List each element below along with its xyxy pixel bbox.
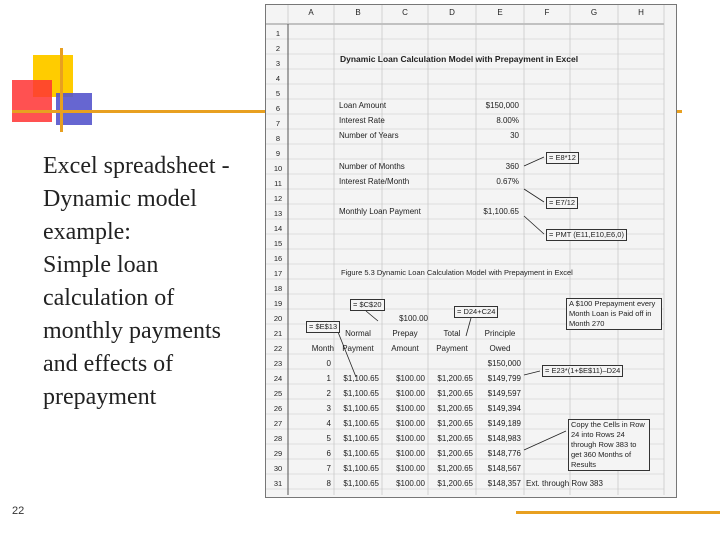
row-header: 13 [273,209,283,218]
row-header: 8 [275,134,281,143]
table-cell: $1,200.65 [437,434,473,443]
table-cell: $100.00 [396,374,425,383]
callout-prepay-note: A $100 Prepayment every Month Loan is Paid off in Month 270 [566,298,662,330]
callout-payment-ref: = $E$13 [306,321,340,333]
row-header: 3 [275,59,281,68]
table-cell: $1,200.65 [437,404,473,413]
row-header: 15 [273,239,283,248]
input-label: Interest Rate [339,116,385,125]
table-header: Total [443,329,461,338]
table-cell: $149,597 [487,389,521,398]
column-header: B [355,8,361,17]
row-header: 29 [273,449,283,458]
table-cell: $100.00 [396,434,425,443]
table-cell: $100.00 [396,479,425,488]
row-header: 12 [273,194,283,203]
table-cell: $100.00 [396,404,425,413]
input-value: $150,000 [485,101,519,110]
row-header: 10 [273,164,283,173]
table-cell: $149,799 [487,374,521,383]
connector-line [524,431,566,450]
extension-note: Ext. through Row 383 [526,479,603,488]
table-header: Owed [489,344,511,353]
table-header: Principle [484,329,516,338]
row-header: 6 [275,104,281,113]
computed-value: 0.67% [496,177,519,186]
row-header: 14 [273,224,283,233]
input-label: Loan Amount [339,101,387,110]
column-header: C [402,8,408,17]
row-header: 2 [275,44,281,53]
row-header: 30 [273,464,283,473]
column-header: H [638,8,644,17]
row-header: 18 [273,284,283,293]
table-cell: $1,200.65 [437,419,473,428]
slide-caption: Excel spreadsheet - Dynamic model example: Simple loan calculation of monthly payments and effects of prepayment [43,153,230,410]
row-header: 16 [273,254,283,263]
table-header: Normal [345,329,371,338]
row-header: 21 [273,329,283,338]
table-cell: $149,394 [487,404,521,413]
prepay-cell: $100.00 [399,314,428,323]
row-header: 24 [273,374,283,383]
table-cell: $1,100.65 [343,449,379,458]
row-header: 26 [273,404,283,413]
table-cell: $1,100.65 [343,434,379,443]
callout-rate-formula: = E7/12 [546,197,578,209]
row-header: 27 [273,419,283,428]
row-header: 20 [273,314,283,323]
computed-label: Interest Rate/Month [339,177,410,186]
callout-months-formula: = E8*12 [546,152,579,164]
input-value: 8.00% [496,116,519,125]
row-header: 9 [275,149,281,158]
table-cell: $1,100.65 [343,389,379,398]
connector-line [366,311,378,321]
column-header: F [544,8,550,17]
table-cell: 3 [326,404,331,413]
table-cell: $149,189 [487,419,521,428]
table-cell: 1 [326,374,331,383]
callout-total-formula: = D24+C24 [454,306,498,318]
table-cell: 2 [326,389,331,398]
table-header: Payment [436,344,468,353]
computed-value: 360 [505,162,519,171]
table-cell: $1,200.65 [437,389,473,398]
connector-line [524,157,544,166]
row-header: 23 [273,359,283,368]
table-cell: 0 [326,359,331,368]
input-label: Number of Years [339,131,399,140]
table-cell: $1,100.65 [343,479,379,488]
table-cell: 8 [326,479,331,488]
table-cell: $1,200.65 [437,449,473,458]
decor-bottom-line [516,511,720,514]
decor-red-square [12,80,52,122]
column-header: D [449,8,455,17]
callout-copy-note: Copy the Cells in Row 24 into Rows 24 through Row 383 to get 360 Months of Results [568,419,650,471]
table-cell: $1,100.65 [343,419,379,428]
table-header: Month [311,344,334,353]
table-cell: $100.00 [396,419,425,428]
table-cell: $1,100.65 [343,374,379,383]
table-cell: $148,567 [487,464,521,473]
spreadsheet-image [265,4,677,498]
row-header: 31 [273,479,283,488]
row-header: 1 [275,29,281,38]
callout-prepay-ref: = $C$20 [350,299,385,311]
table-cell: $148,776 [487,449,521,458]
row-header: 28 [273,434,283,443]
row-header: 17 [273,269,283,278]
table-cell: $148,357 [487,479,521,488]
column-header: A [308,8,314,17]
callout-owed-formula: = E23*(1+$E$11)–D24 [542,365,623,377]
row-header: 11 [274,179,282,188]
sheet-title: Dynamic Loan Calculation Model with Prepayment in Excel [340,54,579,64]
computed-label: Number of Months [339,162,405,171]
table-cell: $100.00 [396,464,425,473]
table-cell: 7 [326,464,331,473]
row-header: 7 [275,119,281,128]
table-cell: $1,100.65 [343,404,379,413]
table-header: Amount [391,344,419,353]
computed-value: $1,100.65 [483,207,519,216]
table-cell: 6 [326,449,331,458]
connector-line [524,189,544,202]
table-cell: $148,983 [487,434,521,443]
row-header: 22 [273,344,283,353]
table-cell: 5 [326,434,331,443]
table-cell: 4 [326,419,331,428]
row-header: 25 [273,389,283,398]
row-header: 19 [273,299,283,308]
column-header: E [497,8,503,17]
column-header: G [590,8,598,17]
table-header: Prepay [392,329,418,338]
table-cell: $150,000 [487,359,521,368]
table-cell: $100.00 [396,389,425,398]
figure-caption: Figure 5.3 Dynamic Loan Calculation Model with Prepayment in Excel [341,268,573,277]
callout-pmt-formula: = PMT (E11,E10,E6,0) [546,229,627,241]
table-cell: $1,200.65 [437,464,473,473]
table-cell: $1,100.65 [343,464,379,473]
decor-vertical-line [60,48,63,132]
table-cell: $1,200.65 [437,479,473,488]
row-header: 4 [275,74,281,83]
table-cell: $100.00 [396,449,425,458]
row-header: 5 [275,89,281,98]
slide-number: 22 [12,505,25,517]
table-cell: $1,200.65 [437,374,473,383]
table-header: Payment [342,344,374,353]
computed-label: Monthly Loan Payment [339,207,421,216]
input-value: 30 [510,131,519,140]
connector-line [524,371,540,375]
